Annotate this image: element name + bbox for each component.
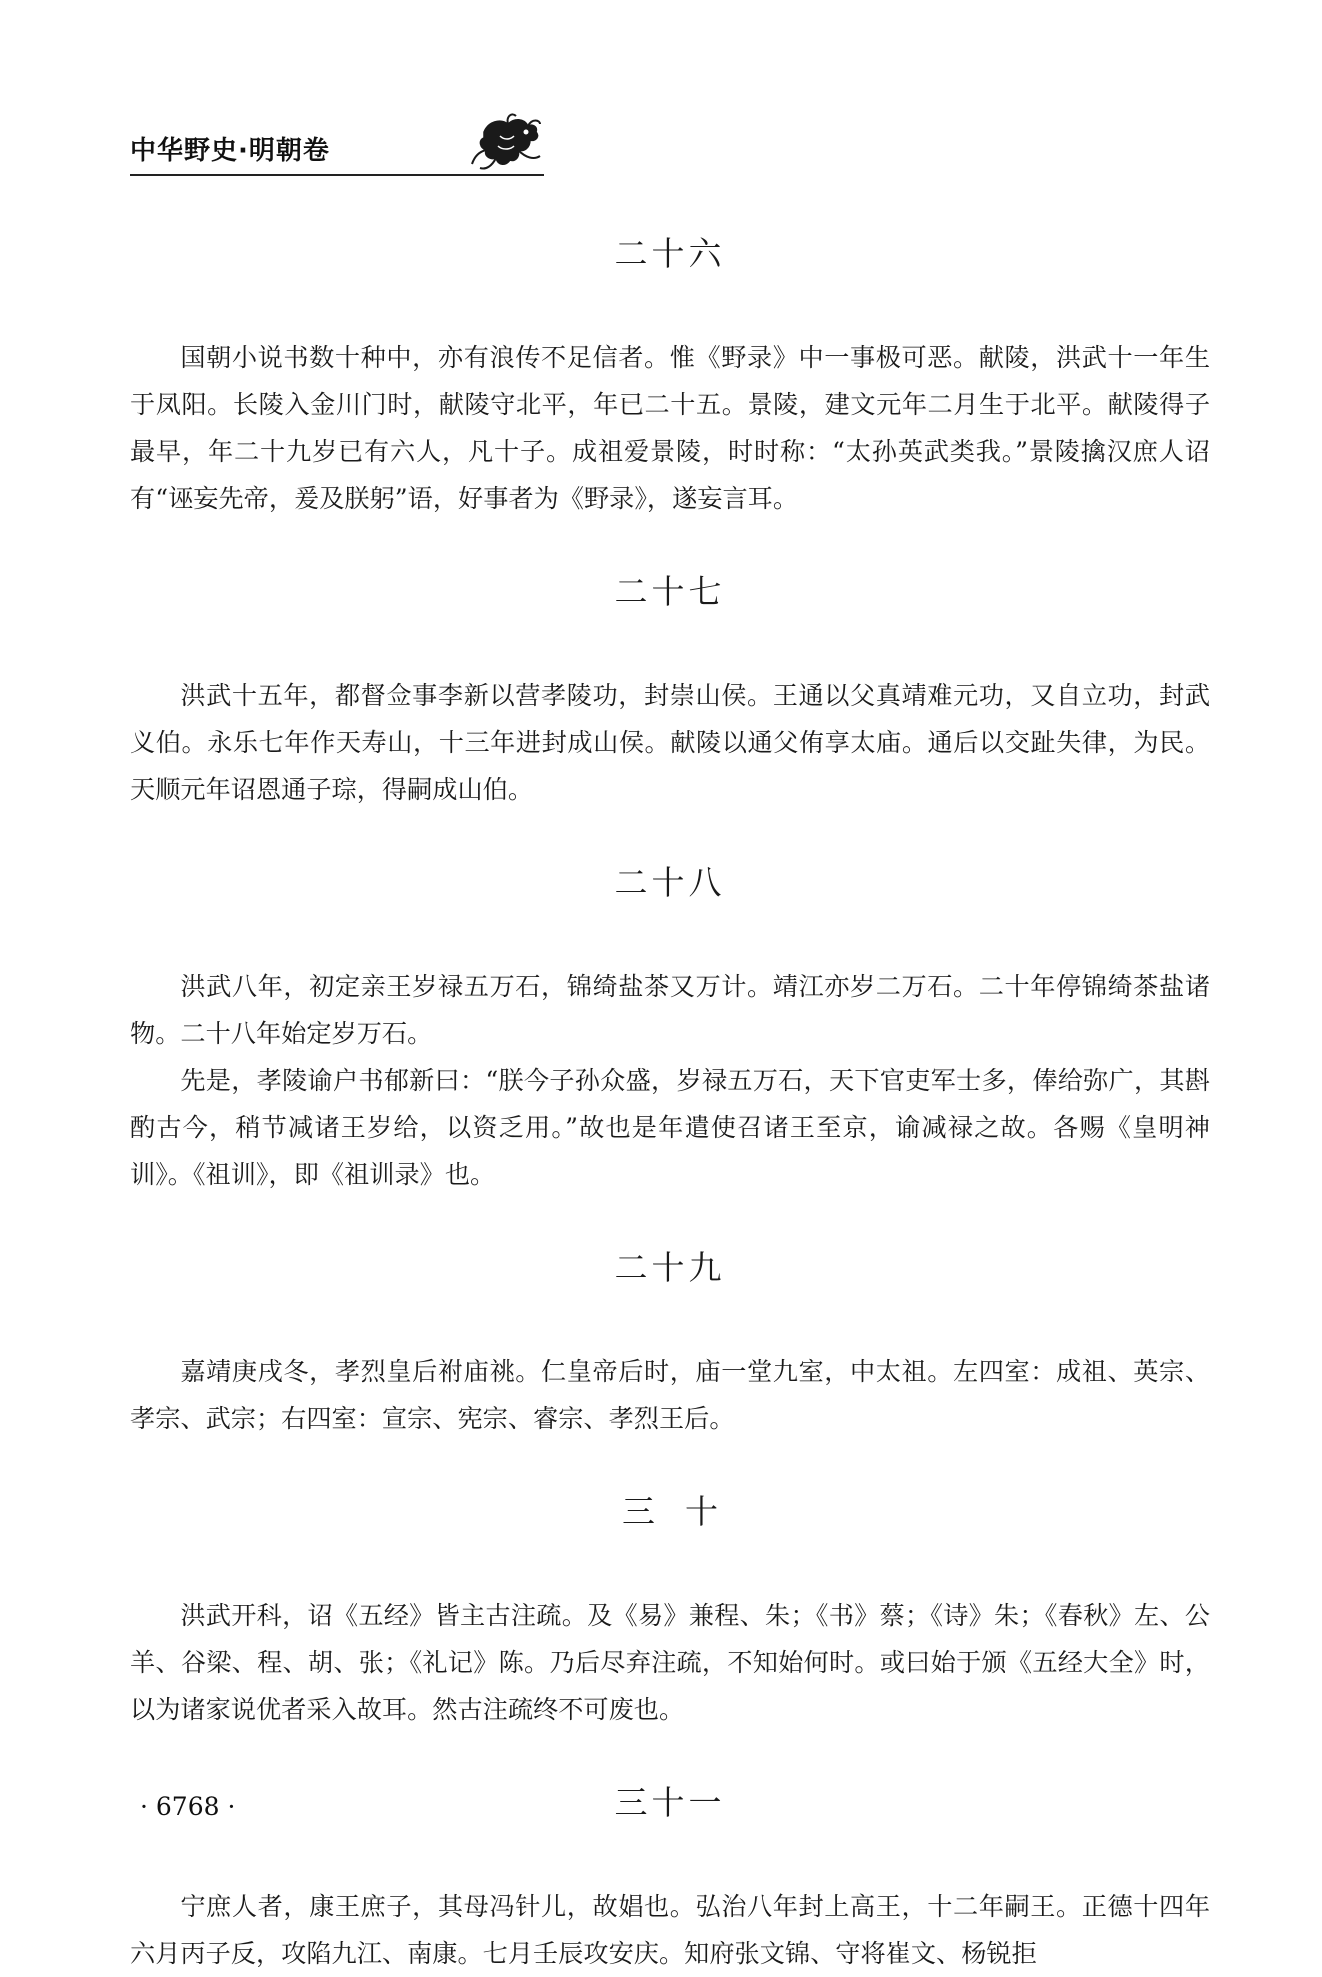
section-title: 三十 [622,1492,748,1531]
running-header [130,112,544,174]
paragraph: 洪武十五年，都督佥事李新以营孝陵功，封崇山侯。王通以父真靖难元功，又自立功，封武义伯。永乐七年作天寿山，十三年进封成山侯。献陵以通父侑享太庙。通后以交趾失律，为民。天顺元年诏恩通子琮，得嗣成山伯。 [130,681,1210,804]
page-number: · 6768 · [140,1792,236,1821]
section-28 [130,857,1210,1198]
page-body [130,228,1210,1977]
paragraph: 先是，孝陵谕户书郁新曰：“朕今子孙众盛，岁禄五万石，天下官吏军士多，俸给弥广，其斟酌古今，稍节减诸王岁给，以资乏用。”故也是年遣使召诸王至京，谕减禄之故。各赐《皇明神训》。《祖训》，即《祖训录》也。 [130,1066,1210,1189]
section-26 [130,228,1210,522]
paragraph: 嘉靖庚戌冬，孝烈皇后祔庙祧。仁皇帝后时，庙一堂九室，中太祖。左四室：成祖、英宗、孝宗、武宗；右四室：宣宗、宪宗、睿宗、孝烈王后。 [130,1357,1210,1433]
paragraph: 国朝小说书数十种中，亦有浪传不足信者。惟《野录》中一事极可恶。献陵，洪武十一年生于凤阳。长陵入金川门时，献陵守北平，年已二十五。景陵，建文元年二月生于北平。献陵得子最早，年二十九岁已有六人，凡十子。成祖爱景陵，时时称：“太孙英武类我。”景陵擒汉庶人诏有“诬妄先帝，爰及朕躬”语，好事者为《野录》，遂妄言耳。 [130,343,1210,513]
paragraph: 宁庶人者，康王庶子，其母冯针儿，故娼也。弘治八年封上高王，十二年嗣王。正德十四年六月丙子反，攻陷九江、南康。七月壬辰攻安庆。知府张文锦、守将崔文、杨锐拒 [130,1892,1210,1968]
section-title: 二十九 [614,1248,726,1287]
book-title: 中华野史·明朝卷 [130,136,330,166]
section-title: 三十一 [614,1783,726,1822]
paragraph: 洪武开科，诏《五经》皆主古注疏。及《易》兼程、朱；《书》蔡；《诗》朱；《春秋》左、公羊、谷梁、程、胡、张；《礼记》陈。乃后尽弃注疏，不知始何时。或曰始于颁《五经大全》时，以为诸家说优者采入故耳。然古注疏终不可废也。 [130,1601,1210,1724]
header-rule [130,174,544,176]
section-31 [130,1777,1210,1977]
paragraph: 洪武八年，初定亲王岁禄五万石，锦绮盐茶又万计。靖江亦岁二万石。二十年停锦绮茶盐诸物。二十八年始定岁万石。 [130,972,1210,1048]
section-title: 二十八 [614,863,726,902]
section-29 [130,1242,1210,1442]
section-title: 二十六 [614,234,726,273]
section-27 [130,566,1210,813]
dragon-icon [470,112,544,172]
section-title: 二十七 [614,572,726,611]
section-30 [130,1486,1210,1733]
